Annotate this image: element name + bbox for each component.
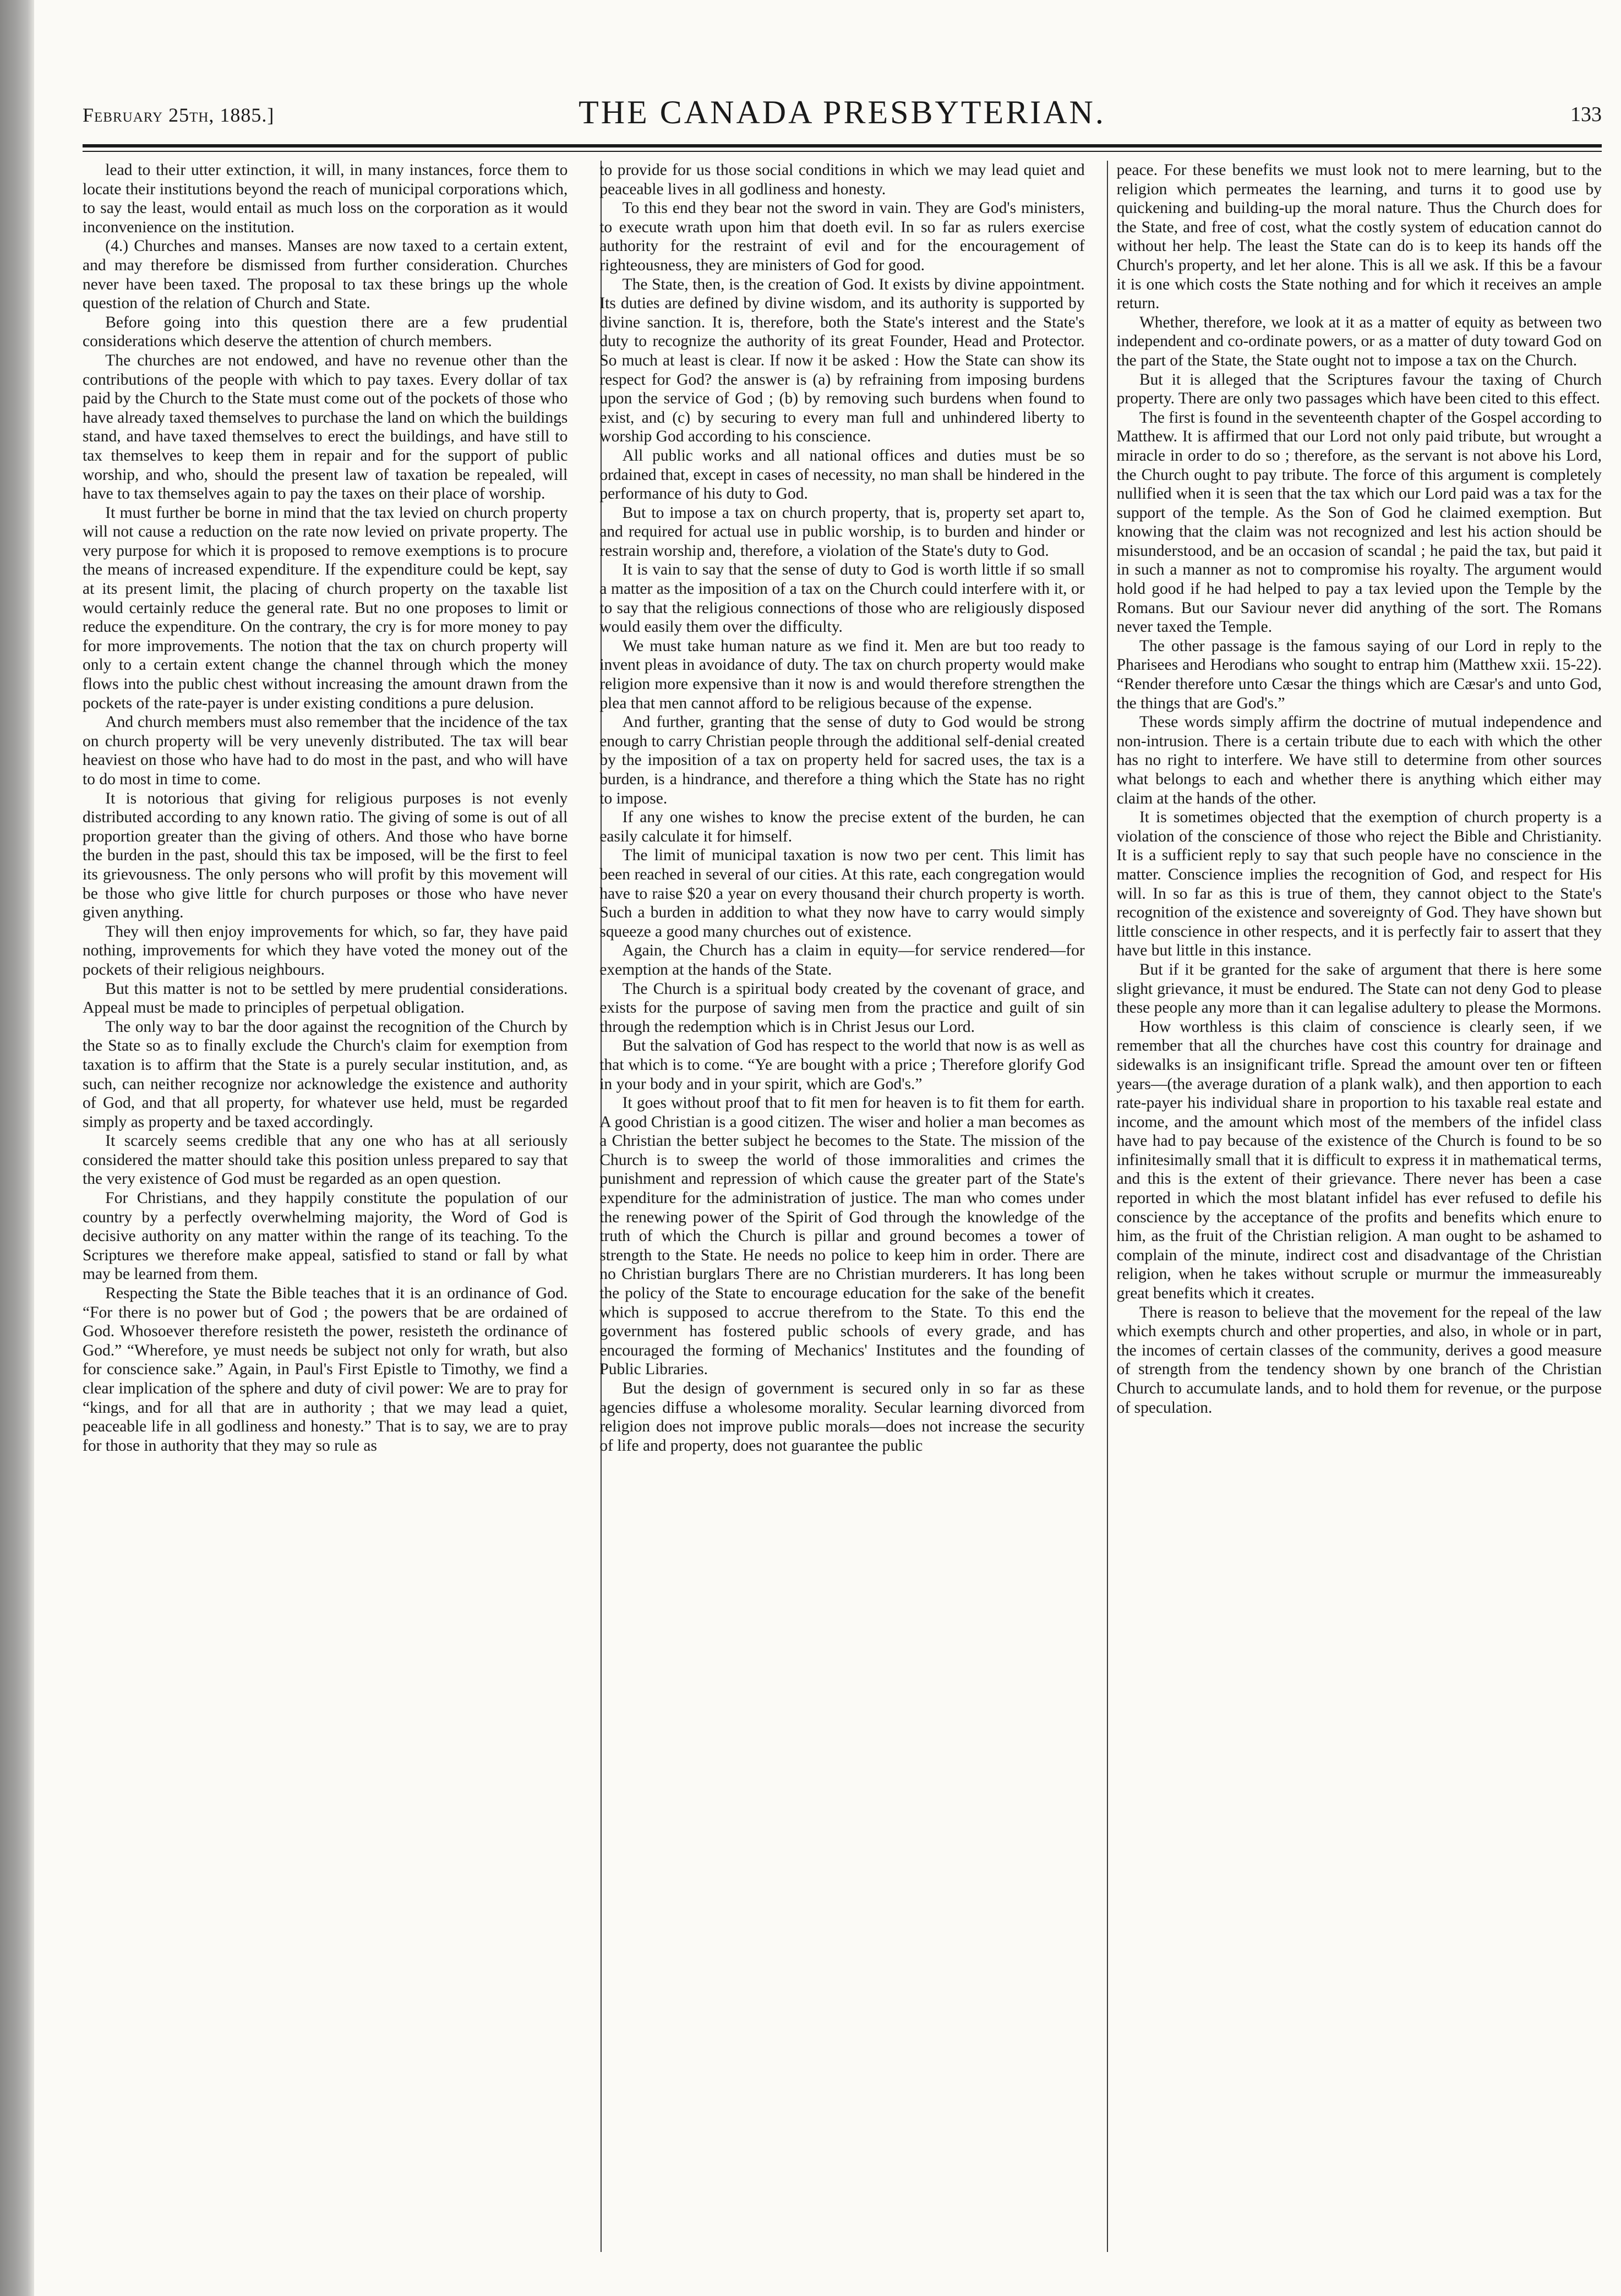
paragraph: But the salvation of God has respect to the world that now is as well as that which is to come. “Ye are bought with a price ; Therefore glorify God in your body and in your spirit, which are God's.” [599,1037,1085,1093]
publication-title: THE CANADA PRESBYTERIAN. [578,94,1106,130]
page-header [83,94,1602,143]
paragraph: (4.) Churches and manses. Manses are now taxed to a certain extent, and may therefore be dismissed from further consideration. Churches never have been taxed. The proposal to tax these brings up the whole question of the relation of Church and State. [83,237,568,313]
paragraph: And further, granting that the sense of duty to God would be strong enough to carry Christian people through the additional self-denial created by the imposition of a tax on property held for sacred uses, the tax is a burden, is a hindrance, and therefore a thing which the State has no right to impose. [599,713,1085,807]
paragraph: But if it be granted for the sake of argument that there is here some slight grievance, it must be endured. The State can not deny God to please these people any more than it can legalise adultery to please the Mormons. [1116,960,1602,1017]
header-rule-thick [83,144,1602,147]
header-rule-thin [83,151,1602,152]
paragraph: It must further be borne in mind that the tax levied on church property will not cause a reduction on the rate now levied on private property. The very purpose for which it is proposed to remove exemptions is to procure the means of increased expenditure. If the expenditure could be kept, say at its present limit, the placing of church property on the taxable list would certainly reduce the general rate. But no one proposes to limit or reduce the expenditure. On the contrary, the cry is for more money to pay for more improvements. The notion that the tax on church property will only to a certain extent change the channel through which the money flows into the public chest without increasing the amount drawn from the pockets of the rate-payer is under existing conditions a pure delusion. [83,504,568,712]
paragraph: How worthless is this claim of conscience is clearly seen, if we remember that all the churches have cost this country for drainage and sidewalks is an insignificant trifle. Spread the amount over ten or fifteen years—(the average duration of a plank walk), and then apportion to each rate-payer his individual share in proportion to his taxable real estate and income, and the amount which most of the members of the infidel class have had to pay because of the existence of the Church is found to be so infinitesimally small that it is difficult to express it in mathematical terms, and this is the extent of their grievance. There never has been a case reported in which the most blatant infidel has ever refused to defile his conscience by the acceptance of the profits and benefits which enure to him, as the fruit of the Christian religion. A man ought to be ashamed to complain of the minute, indirect cost and disadvantage of the Christian religion, when he takes without scruple or murmur the immeasureably great benefits which it creates. [1116,1018,1602,1303]
paragraph: To this end they bear not the sword in vain. They are God's ministers, to execute wrath upon him that doeth evil. In so far as rulers exercise authority for the restraint of evil and for the encouragement of righteousness, they are ministers of God for good. [599,199,1085,274]
paragraph: It goes without proof that to fit men for heaven is to fit them for earth. A good Christian is a good citizen. The wiser and holier a man becomes as a Christian the better subject he becomes to the State. The mission of the Church is to sweep the world of those immoralities and crimes the punishment and repression of which cause the greater part of the State's expenditure for the administration of justice. The man who comes under the renewing power of the Spirit of God through the knowledge of the truth of which the Church is pillar and ground becomes a tower of strength to the State. He needs no police to keep him in order. There are no Christian burglars There are no Christian murderers. It has long been the policy of the State to encourage education for the sake of the benefit which is supposed to accrue therefrom to the State. To this end the government has fostered public schools of every grade, and has encouraged the forming of Mechanics' Institutes and the founding of Public Libraries. [599,1094,1085,1379]
paragraph: There is reason to believe that the movement for the repeal of the law which exempts church and other properties, and also, in whole or in part, the incomes of certain classes of the community, derives a good measure of strength from the tendency shown by one branch of the Christian Church to accumulate lands, and to hold them for revenue, or the purpose of speculation. [1116,1303,1602,1417]
page-number: 133 [1570,103,1602,126]
paragraph: It scarcely seems credible that any one who has at all seriously considered the matter should take this position unless prepared to say that the very existence of God must be regarded as an open question. [83,1132,568,1188]
paragraph: Respecting the State the Bible teaches that it is an ordinance of God. “For there is no power but of God ; the powers that be are ordained of God. Whosoever therefore resisteth the power, resisteth the ordinance of God.” “Wherefore, ye must needs be subject not only for wrath, but also for conscience sake.” Again, in Paul's First Epistle to Timothy, we find a clear implication of the sphere and duty of civil power: We are to pray for “kings, and for all that are in authority ; that we may lead a quiet, peaceable life in all godliness and honesty.” That is to say, we are to pray for those in authority that they may so rule as [83,1284,568,1455]
paragraph: The limit of municipal taxation is now two per cent. This limit has been reached in several of our cities. At this rate, each congregation would have to raise $20 a year on every thousand their church property is worth. Such a burden in addition to what they now have to carry would simply squeeze a good many churches out of existence. [599,846,1085,941]
paragraph: The churches are not endowed, and have no revenue other than the contributions of the people with which to pay taxes. Every dollar of tax paid by the Church to the State must come out of the pockets of those who have already taxed themselves to purchase the land on which the buildings stand, and have taxed themselves to erect the buildings, and have still to tax themselves to keep them in repair and for the support of public worship, and who, should the present law of taxation be repealed, will have to tax themselves again to pay the taxes on their place of worship. [83,351,568,503]
paragraph: peace. For these benefits we must look not to mere learning, but to the religion which permeates the learning, and turns it to good use by quickening and building-up the moral nature. Thus the Church does for the State, and free of cost, what the costly system of education cannot do without her help. The least the State can do is to keep its hands off the Church's property, and let her alone. This is all we ask. If this be a favour it is one which costs the State nothing and for which it receives an ample return. [1116,161,1602,313]
paragraph: It is notorious that giving for religious purposes is not evenly distributed according to any known ratio. The giving of some is out of all proportion greater than the giving of others. And those who have borne the burden in the past, should this tax be imposed, will be the first to feel its grievousness. The only persons who will profit by this movement will be those who give little for church purposes or those who have never given anything. [83,789,568,922]
paragraph: Whether, therefore, we look at it as a matter of equity as between two independent and co-ordinate powers, or as a matter of duty toward God on the part of the State, the State ought not to impose a tax on the Church. [1116,313,1602,369]
paragraph: The only way to bar the door against the recognition of the Church by the State so as to finally exclude the Church's claim for exemption from taxation is to affirm that the State is a purely secular institution, and, as such, can neither recognize nor acknowledge the existence and authority of God, and that all property, for whatever use held, must be regarded simply as property and be taxed accordingly. [83,1018,568,1131]
paragraph: All public works and all national offices and duties must be so ordained that, except in cases of necessity, no man shall be hindered in the performance of his duty to God. [599,446,1085,503]
paragraph: And church members must also remember that the incidence of the tax on church property will be very unevenly distributed. The tax will bear heaviest on those who have had to do most in the past, and who will have to do most in time to come. [83,713,568,788]
paragraph: Again, the Church has a claim in equity—for service rendered—for exemption at the hands of the State. [599,942,1085,978]
paragraph: These words simply affirm the doctrine of mutual independence and non-intrusion. There is a certain tribute due to each with which the other has no right to interfere. We have still to determine from other sources what belongs to each and whether there is anything which either may claim at the hands of the other. [1116,713,1602,807]
paragraph: But the design of government is secured only in so far as these agencies diffuse a wholesome morality. Secular learning divorced from religion does not improve public morals—does not increase the security of life and property, does not guarantee the public [599,1380,1085,1455]
paragraph: It is vain to say that the sense of duty to God is worth little if so small a matter as the imposition of a tax on the Church could interfere with it, or to say that the religious connections of those who are religiously disposed would easily them over the difficulty. [599,561,1085,636]
column-1 [83,161,567,2252]
paragraph: They will then enjoy improvements for which, so far, they have paid nothing, improvements for which they have voted the money out of the pockets of their religious neighbours. [83,922,568,978]
paragraph: But it is alleged that the Scriptures favour the taxing of Church property. There are only two passages which have been cited to this effect. [1116,370,1602,408]
paragraph: For Christians, and they happily constitute the population of our country by a perfectly overwhelming majority, the Word of God is decisive authority on any matter within the range of its teaching. To the Scriptures we therefore make appeal, satisfied to stand or fall by what may be learned from them. [83,1189,568,1283]
paragraph: The Church is a spiritual body created by the covenant of grace, and exists for the purpose of saving men from the practice and guilt of sin through the redemption which is in Christ Jesus our Lord. [599,980,1085,1036]
paragraph: lead to their utter extinction, it will, in many instances, force them to locate their institutions beyond the reach of municipal corporations which, to say the least, would entail as much loss on the corporation as it would inconvenience on the institution. [83,161,568,236]
article-body [83,161,1602,2263]
paragraph: It is sometimes objected that the exemption of church property is a violation of the conscience of those who reject the Bible and Christianity. It is a sufficient reply to say that such people have no conscience in the matter. Conscience implies the recognition of God, and respect for His will. In so far as this is true of them, they cannot object to the State's recognition of the existence and sovereignty of God. They have shown but little conscience in other respects, and it is perfectly fair to assert that they have but little in this instance. [1116,808,1602,960]
paragraph: But this matter is not to be settled by mere prudential considerations. Appeal must be made to principles of perpetual obligation. [83,980,568,1017]
paragraph: If any one wishes to know the precise extent of the burden, he can easily calculate it for himself. [599,808,1085,845]
paragraph: But to impose a tax on church property, that is, property set apart to, and required for actual use in public worship, is to burden and hinder or restrain worship and, therefore, a violation of the State's duty to God. [599,504,1085,560]
column-2 [599,161,1084,2252]
paragraph: We must take human nature as we find it. Men are but too ready to invent pleas in avoidance of duty. The tax on church property would make religion more expensive than it now is and would therefore strengthen the plea that men cannot afford to be religious because of the expense. [599,637,1085,712]
column-3 [1117,161,1602,2252]
binding-edge-shadow [0,0,34,2296]
issue-date: February 25th, 1885.] [83,104,275,126]
paragraph: to provide for us those social conditions in which we may lead quiet and peaceable lives in all godliness and honesty. [599,161,1085,198]
paragraph: The State, then, is the creation of God. It exists by divine appointment. Its duties are defined by divine wisdom, and its authority is supported by divine sanction. It is, therefore, both the State's interest and the State's duty to recognize the authority of its great Founder, Head and Protector. So much at least is clear. If now it be asked : How the State can show its respect for God? the answer is (a) by refraining from imposing burdens upon the service of God ; (b) by removing such burdens when found to exist, and (c) by securing to every man full and unhindered liberty to worship God according to his conscience. [599,275,1085,446]
paragraph: The first is found in the seventeenth chapter of the Gospel according to Matthew. It is affirmed that our Lord not only paid tribute, but wrought a miracle in order to do so ; therefore, as the servant is not above his Lord, the Church ought to pay tribute. The force of this argument is completely nullified when it is seen that the tax which our Lord paid was a tax for the support of the temple. As the Son of God he claimed exemption. But knowing that the claim was not recognized and lest his action should be misunderstood, and be an occasion of scandal ; he paid the tax, but paid it in such a manner as not to compromise his royalty. The argument would hold good if he had helped to pay a tax levied upon the Temple by the Romans. But our Saviour never did anything of the sort. The Romans never taxed the Temple. [1116,408,1602,636]
paragraph: The other passage is the famous saying of our Lord in reply to the Pharisees and Herodians who sought to entrap him (Matthew xxii. 15-22). “Render therefore unto Cæsar the things which are Cæsar's and unto God, the things that are God's.” [1116,637,1602,712]
paragraph: Before going into this question there are a few prudential considerations which deserve the attention of church members. [83,313,568,351]
